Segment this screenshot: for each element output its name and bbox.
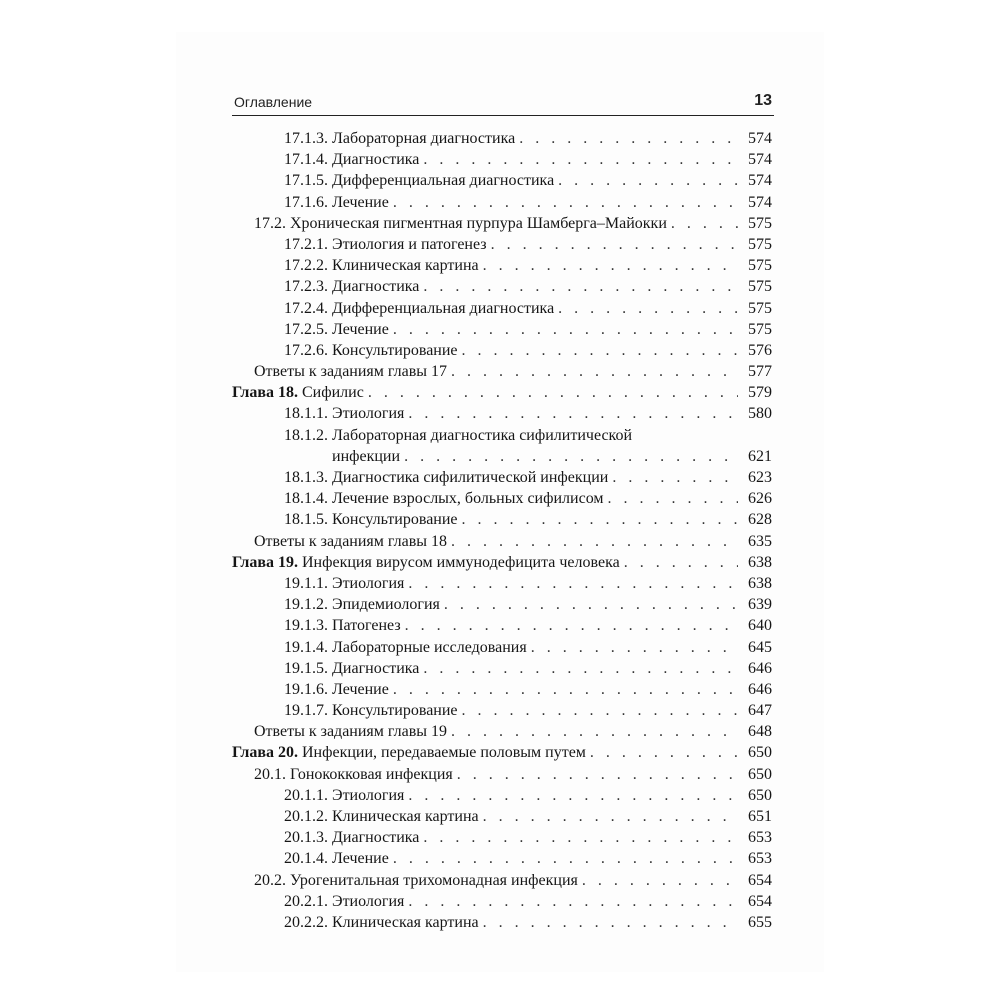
toc-entry-title: Лабораторная диагностика сифилитической [332,426,633,444]
dot-leader [393,679,738,700]
toc-entry-number: 19.1.3. [284,617,328,635]
toc-entry-title: Лечение [332,850,389,868]
toc-page-number: 626 [748,490,772,508]
dot-leader [393,848,738,869]
toc-entry-number: 20.2. [254,871,286,889]
toc-page-number: 650 [748,765,772,783]
toc-entry [232,213,772,234]
toc-entry [232,509,772,530]
toc-entry [232,764,772,785]
dot-leader [483,806,738,827]
toc-entry-title: Консультирование [332,702,458,720]
toc-page-number: 575 [748,320,772,338]
toc-entry-number: 19.1.1. [284,574,328,592]
toc-entry-title: Диагностика [332,829,420,847]
toc-entry-title: Лечение [332,193,389,211]
toc-entry-number: Глава 19. [232,553,298,571]
toc-page-number: 646 [748,680,772,698]
toc-entry-number: 17.2.4. [284,299,328,317]
toc-page-number: 574 [748,151,772,169]
toc-entry [232,679,772,700]
toc-entry-number: 20.1.4. [284,850,328,868]
toc-page-number: 575 [748,299,772,317]
running-head-page-number: 13 [754,92,772,109]
toc-entry-title: Консультирование [332,341,458,359]
dot-leader [531,637,738,658]
toc-page-number: 635 [748,532,772,550]
running-head-title: Оглавление [234,94,313,110]
toc-entry [232,827,772,848]
toc-entry-number: 17.2.2. [284,257,328,275]
toc-page-number: 579 [748,384,772,402]
toc-entry-title: Диагностика [332,278,420,296]
toc-entry-number: 19.1.2. [284,596,328,614]
dot-leader [558,170,738,191]
toc-entry [232,700,772,721]
toc-entry-number: 18.1.2. [284,426,328,444]
dot-leader [408,891,738,912]
toc-entry-number: 17.2.5. [284,320,328,338]
toc-entry [232,234,772,255]
dot-leader [624,552,738,573]
table-of-contents [232,128,772,933]
toc-entry [232,467,772,488]
toc-chapter-entry [232,552,772,573]
dot-leader [451,531,738,552]
toc-entry-number: 19.1.4. [284,638,328,656]
toc-entry-number: 20.2.1. [284,892,328,910]
toc-page-number: 654 [748,871,772,889]
toc-entry [232,149,772,170]
toc-page-number: 650 [748,744,772,762]
toc-entry [232,319,772,340]
toc-page-number: 574 [748,193,772,211]
dot-leader [444,594,738,615]
toc-entry [232,848,772,869]
header-rule [232,115,774,116]
toc-entry-number: 18.1.4. [284,490,328,508]
toc-entry [232,573,772,594]
running-head [232,92,774,114]
toc-chapter-entry [232,382,772,403]
toc-entry-title: Диагностика [332,659,420,677]
toc-page-number: 639 [748,596,772,614]
toc-entry-title: Этиология [332,574,405,592]
toc-page-number: 628 [748,511,772,529]
toc-entry [232,912,772,933]
toc-entry-title-continuation: инфекции [332,447,401,465]
dot-leader [462,700,738,721]
dot-leader [451,361,738,382]
toc-entry-number: 20.2.2. [284,913,328,931]
toc-entry-number: Глава 20. [232,744,298,762]
toc-entry [232,531,772,552]
dot-leader [423,658,738,679]
toc-entry-title: Патогенез [332,617,401,635]
toc-entry [232,403,772,424]
toc-entry [232,658,772,679]
dot-leader [393,319,738,340]
dot-leader [462,340,738,361]
dot-leader [608,488,738,509]
toc-entry-title: Инфекции, передаваемые половым путем [302,744,586,762]
dot-leader [582,870,738,891]
toc-entry [232,806,772,827]
toc-entry-title: Ответы к заданиям главы 18 [254,532,448,550]
toc-entry-title: Этиология [332,892,405,910]
toc-entry [232,870,772,891]
toc-page-number: 654 [748,892,772,910]
dot-leader [483,255,738,276]
toc-entry-title: Урогенитальная трихомонадная инфекция [290,871,578,889]
toc-page-number: 638 [748,574,772,592]
toc-page-number: 575 [748,214,772,232]
toc-entry [232,192,772,213]
toc-entry [232,637,772,658]
toc-entry-title: Этиология [332,405,405,423]
dot-leader [483,912,738,933]
toc-entry-title: Дифференциальная диагностика [332,172,555,190]
toc-entry-title: Клиническая картина [332,257,479,275]
toc-page-number: 623 [748,469,772,487]
toc-page-number: 574 [748,172,772,190]
toc-page-number: 574 [748,130,772,147]
toc-entry-number: Глава 18. [232,384,298,402]
toc-entry-title: Инфекция вирусом иммунодефицита человека [302,553,620,571]
toc-page-number: 575 [748,278,772,296]
dot-leader [519,128,738,149]
toc-entry-number: 17.2.1. [284,235,328,253]
dot-leader [457,764,738,785]
toc-page-number: 645 [748,638,772,656]
dot-leader [590,742,738,763]
dot-leader [404,446,738,467]
toc-entry-number: 20.1. [254,765,286,783]
toc-entry-number: 17.1.6. [284,193,328,211]
toc-page-number: 576 [748,341,772,359]
toc-entry-number: 18.1.3. [284,469,328,487]
toc-page-number: 577 [748,363,772,381]
toc-entry-title: Хроническая пигментная пурпура Шамберга–Майокки [290,214,667,232]
toc-page-number: 640 [748,617,772,635]
dot-leader [368,382,738,403]
toc-entry [232,721,772,742]
toc-chapter-entry [232,742,772,763]
toc-page-number: 575 [748,257,772,275]
toc-entry-number: 20.1.3. [284,829,328,847]
toc-entry-title: Диагностика сифилитической инфекции [332,469,609,487]
dot-leader [408,403,738,424]
dot-leader [462,509,738,530]
toc-entry-title: Диагностика [332,151,420,169]
toc-entry [232,425,772,467]
toc-entry-number: 18.1.5. [284,511,328,529]
toc-entry [232,340,772,361]
toc-entry-number: 17.2.6. [284,341,328,359]
toc-page-number: 653 [748,850,772,868]
toc-entry-title: Лабораторные исследования [332,638,527,656]
toc-entry-title: Лечение [332,680,389,698]
dot-leader [558,298,738,319]
dot-leader [405,615,738,636]
toc-entry-number: 17.1.3. [284,130,328,147]
toc-entry [232,298,772,319]
dot-leader [491,234,738,255]
toc-page-number: 638 [748,553,772,571]
toc-entry-title: Клиническая картина [332,808,479,826]
toc-entry [232,170,772,191]
toc-entry-title: Гонококковая инфекция [290,765,453,783]
toc-entry-title: Ответы к заданиям главы 17 [254,363,448,381]
toc-entry-number: 18.1.1. [284,405,328,423]
toc-page-number: 646 [748,659,772,677]
dot-leader [423,276,738,297]
toc-entry [232,276,772,297]
toc-entry [232,785,772,806]
toc-entry-number: 19.1.6. [284,680,328,698]
toc-page-number: 651 [748,808,772,826]
toc-entry-title: Лабораторная диагностика [332,130,516,147]
toc-entry-title: Консультирование [332,511,458,529]
dot-leader [408,573,738,594]
toc-entry [232,488,772,509]
toc-page-number: 648 [748,723,772,741]
dot-leader [393,192,738,213]
toc-entry-title: Сифилис [302,384,364,402]
toc-page-number: 647 [748,702,772,720]
toc-entry-number: 17.2. [254,214,286,232]
toc-entry-number: 19.1.7. [284,702,328,720]
toc-entry-number: 20.1.1. [284,786,328,804]
toc-page-number: 655 [748,913,772,931]
dot-leader [451,721,738,742]
dot-leader [671,213,738,234]
toc-page-number: 575 [748,235,772,253]
toc-entry-title: Ответы к заданиям главы 19 [254,723,448,741]
toc-entry-title: Этиология и патогенез [332,235,487,253]
toc-entry-number: 19.1.5. [284,659,328,677]
toc-entry [232,891,772,912]
toc-entry [232,255,772,276]
toc-entry [232,361,772,382]
toc-entry-number: 17.2.3. [284,278,328,296]
toc-page-number: 653 [748,829,772,847]
toc-entry [232,128,772,149]
dot-leader [612,467,738,488]
toc-entry-title: Лечение взрослых, больных сифилисом [332,490,604,508]
toc-entry-title: Лечение [332,320,389,338]
toc-entry-title: Клиническая картина [332,913,479,931]
toc-page-number: 580 [748,405,772,423]
toc-entry [232,615,772,636]
toc-entry-number: 17.1.5. [284,172,328,190]
dot-leader [423,827,738,848]
toc-page-number: 621 [748,447,772,465]
toc-entry-title: Дифференциальная диагностика [332,299,555,317]
dot-leader [408,785,738,806]
toc-entry-title: Этиология [332,786,405,804]
toc-entry-number: 17.1.4. [284,151,328,169]
toc-entry-number: 20.1.2. [284,808,328,826]
toc-page-number: 650 [748,786,772,804]
dot-leader [423,149,738,170]
toc-entry-title: Эпидемиология [332,596,440,614]
toc-entry [232,594,772,615]
